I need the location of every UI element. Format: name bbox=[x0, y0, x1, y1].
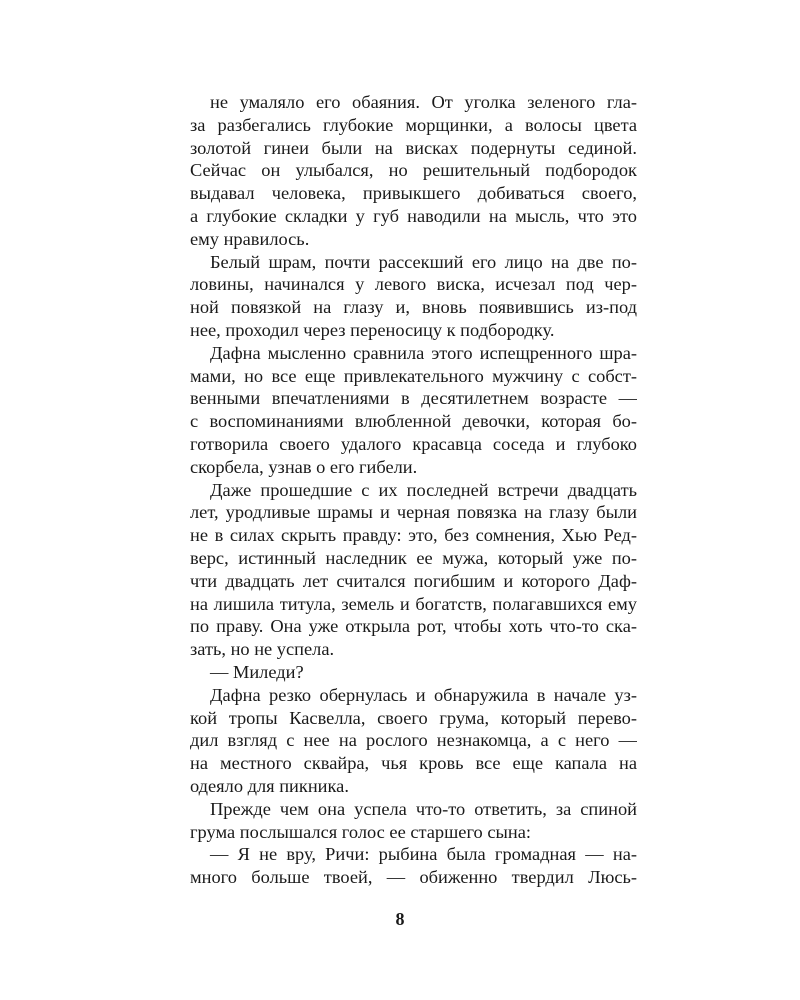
text-line: чти двадцать лет считался погибшим и которого Даф- bbox=[190, 570, 637, 591]
page-number: 8 bbox=[395, 909, 405, 929]
text-line: ной повязкой на глазу и, вновь появившись из-под bbox=[190, 297, 637, 318]
text-line: Сейчас он улыбался, но решительный подбородок bbox=[190, 160, 637, 181]
text-line: одеяло для пикника. bbox=[190, 775, 349, 796]
text-line: дил взгляд с нее на рослого незнакомца, а с него — bbox=[190, 730, 637, 751]
text-line: скорбела, узнав о его гибели. bbox=[190, 456, 418, 477]
text-line: на местного сквайра, чья кровь все еще капала на bbox=[190, 753, 637, 774]
text-line: по праву. Она уже открыла рот, чтобы хоть что-то ска- bbox=[190, 616, 637, 637]
text-line: лет, уродливые шрамы и черная повязка на глазу были bbox=[190, 502, 637, 523]
text-line: Даже прошедшие с их последней встречи двадцать bbox=[210, 479, 637, 500]
paragraph bbox=[190, 661, 637, 684]
text-line: зать, но не успела. bbox=[190, 639, 335, 660]
text-line: грума послышался голос ее старшего сына: bbox=[190, 821, 531, 842]
text-line: а глубокие складки у губ наводили на мысль, что это bbox=[190, 205, 637, 226]
text-line: Дафна резко обернулась и обнаружила в начале уз- bbox=[210, 684, 637, 705]
text-line: — Я не вру, Ричи: рыбина была громадная — на- bbox=[210, 844, 637, 865]
text-line: не в силах скрыть правду: это, без сомнения, Хью Ред- bbox=[190, 525, 637, 546]
text-line: ловины, начинался у левого виска, исчезал под чер- bbox=[190, 274, 637, 295]
text-line: за разбегались глубокие морщинки, а волосы цвета bbox=[190, 114, 637, 135]
text-line: верс, истинный наследник ее мужа, который уже по- bbox=[190, 547, 637, 568]
text-line: с воспоминаниями влюбленной девочки, которая бо- bbox=[190, 411, 637, 432]
text-line: Дафна мысленно сравнила этого испещренного шра- bbox=[210, 342, 637, 363]
paragraph bbox=[190, 798, 637, 844]
paragraph bbox=[190, 479, 637, 661]
paragraph bbox=[190, 342, 637, 479]
text-line: Прежде чем она успела что-то ответить, за спиной bbox=[210, 798, 637, 819]
page-body-text bbox=[190, 91, 637, 889]
paragraph bbox=[190, 684, 637, 798]
text-line: Белый шрам, почти рассекший его лицо на две по- bbox=[210, 251, 637, 272]
text-line: мами, но все еще привлекательного мужчину с собст- bbox=[190, 365, 637, 386]
paragraph bbox=[190, 251, 637, 342]
text-line: венными впечатлениями в десятилетнем возрасте — bbox=[190, 388, 637, 409]
text-line: не умаляло его обаяния. От уголка зеленого гла- bbox=[210, 92, 637, 112]
text-line: нее, проходил через переносицу к подбородку. bbox=[190, 319, 555, 340]
paragraph bbox=[190, 843, 637, 889]
text-line: выдавал человека, привыкшего добиваться своего, bbox=[190, 183, 637, 204]
text-line: золотой гинеи были на висках подернуты сединой. bbox=[190, 137, 637, 158]
text-line: много больше твоей, — обиженно твердил Люсь- bbox=[190, 867, 637, 888]
text-line: на лишила титула, земель и богатств, полагавшихся ему bbox=[190, 593, 637, 614]
text-line: готворила своего удалого красавца соседа и глубоко bbox=[190, 433, 637, 454]
text-line: кой тропы Касвелла, своего грума, который перево- bbox=[190, 707, 637, 728]
paragraph bbox=[190, 91, 637, 251]
text-line: ему нравилось. bbox=[190, 228, 310, 249]
text-line: — Миледи? bbox=[210, 661, 304, 682]
